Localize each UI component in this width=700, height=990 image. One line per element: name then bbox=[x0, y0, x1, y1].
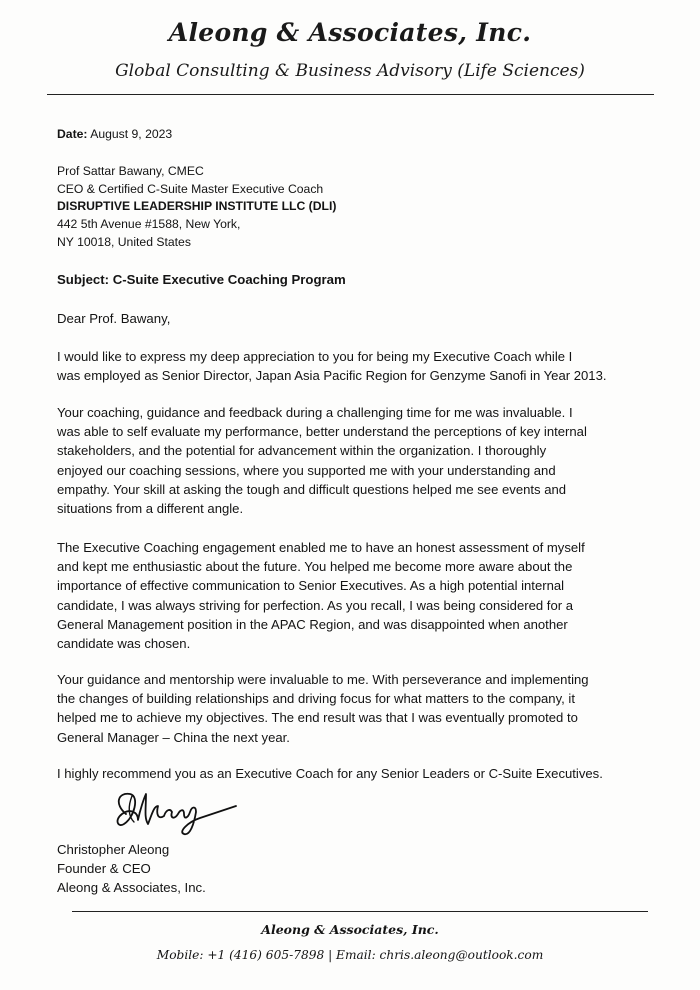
date-value: August 9, 2023 bbox=[90, 127, 173, 141]
body-paragraph-3 bbox=[57, 538, 657, 653]
footer-divider bbox=[72, 911, 648, 912]
paragraph-line: I would like to express my deep appreciation to you for being my Executive Coach while I bbox=[57, 349, 573, 364]
signatory-title: Founder & CEO bbox=[57, 861, 151, 876]
paragraph-line: and kept me enthusiastic about the future. You helped me become more aware about the bbox=[57, 559, 573, 575]
footer-company: Aleong & Associates, Inc. bbox=[261, 922, 439, 937]
paragraph-line: Your coaching, guidance and feedback during a challenging time for me was invaluable. I bbox=[57, 405, 573, 420]
footer-contact: Mobile: +1 (416) 605-7898 | Email: chris.aleong@outlook.com bbox=[156, 948, 544, 962]
paragraph-line: Your guidance and mentorship were invaluable to me. With perseverance and implementing bbox=[57, 672, 589, 687]
recipient-name: Prof Sattar Bawany, CMEC bbox=[57, 164, 204, 178]
paragraph-line: stakeholders, and the potential for advancement within the organization. I thoroughly bbox=[57, 443, 547, 459]
paragraph-line: was able to self evaluate my performance, better understand the perceptions of key internal bbox=[57, 424, 587, 440]
paragraph-line: General Management position in the APAC Region, and was disappointed when another bbox=[57, 616, 568, 632]
paragraph-line: I highly recommend you as an Executive Coach for any Senior Leaders or C-Suite Executives. bbox=[57, 766, 603, 781]
subject-label: Subject: bbox=[57, 272, 110, 287]
letterhead-company: Aleong & Associates, Inc. bbox=[168, 18, 532, 47]
letterhead-tagline: Global Consulting & Business Advisory (Life Sciences) bbox=[115, 61, 585, 81]
subject-line bbox=[57, 272, 346, 288]
signatory-company: Aleong & Associates, Inc. bbox=[57, 880, 206, 895]
recipient-address-line1: 442 5th Avenue #1588, New York, bbox=[57, 217, 241, 231]
subject-value: C-Suite Executive Coaching Program bbox=[112, 272, 346, 287]
paragraph-line: was employed as Senior Director, Japan Asia Pacific Region for Genzyme Sanofi in Year 2013. bbox=[57, 368, 607, 384]
recipient-address-line2: NY 10018, United States bbox=[57, 235, 191, 249]
body-paragraph-1 bbox=[57, 347, 657, 385]
body-paragraph-4 bbox=[57, 670, 657, 747]
recipient-title: CEO & Certified C-Suite Master Executive Coach bbox=[57, 182, 324, 196]
paragraph-line: empathy. Your skill at asking the tough and difficult questions helped me see events and bbox=[57, 481, 567, 497]
signatory-name: Christopher Aleong bbox=[57, 842, 170, 857]
paragraph-line: enjoyed our coaching sessions, where you supported me with your understanding and bbox=[57, 462, 556, 478]
paragraph-line: importance of effective communication to Senior Executives. As a high potential internal bbox=[57, 578, 565, 594]
paragraph-line: helped me to achieve my objectives. The end result was that I was eventually promoted to bbox=[57, 710, 578, 726]
paragraph-line: the changes of building relationships and driving focus for what matters to the company, it bbox=[57, 691, 575, 707]
paragraph-line: situations from a different angle. bbox=[57, 501, 244, 517]
date-label: Date: bbox=[57, 127, 88, 141]
body-paragraph-5 bbox=[57, 764, 657, 783]
paragraph-line: candidate was chosen. bbox=[57, 636, 191, 652]
paragraph-line: The Executive Coaching engagement enabled me to have an honest assessment of myself bbox=[57, 540, 585, 555]
header-divider bbox=[47, 94, 654, 95]
handwritten-signature bbox=[104, 784, 244, 840]
salutation: Dear Prof. Bawany, bbox=[57, 311, 171, 326]
paragraph-line: General Manager – China the next year. bbox=[57, 729, 290, 745]
date-line bbox=[57, 126, 172, 142]
body-paragraph-2 bbox=[57, 403, 657, 518]
paragraph-line: candidate, I was always striving for perfection. As you recall, I was being considered for a bbox=[57, 597, 574, 613]
recipient-organization: DISRUPTIVE LEADERSHIP INSTITUTE LLC (DLI) bbox=[57, 199, 337, 213]
